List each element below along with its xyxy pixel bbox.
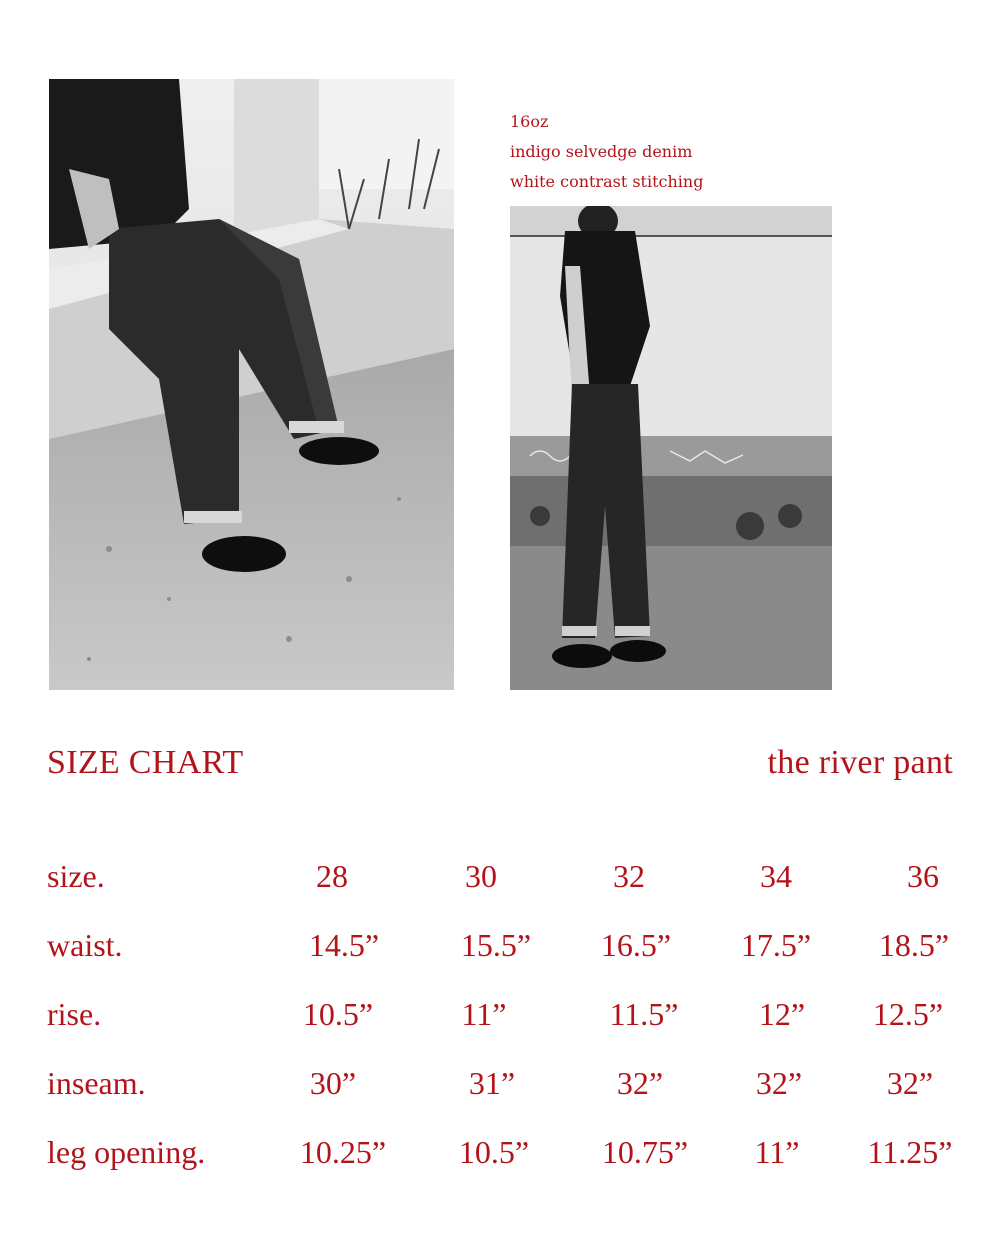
table-cell: 30” <box>309 1065 357 1101</box>
photo-standing-model-icon <box>510 206 832 690</box>
table-cell: 11.25” <box>867 1134 953 1170</box>
table-row <box>0 1065 1000 1109</box>
row-label: leg opening. <box>47 1134 206 1170</box>
table-cell: 11” <box>461 996 507 1032</box>
table-cell: 30 <box>465 858 497 894</box>
table-cell: 32” <box>616 1065 664 1101</box>
fabric-material: indigo selvedge denim <box>510 142 693 161</box>
table-cell: 10.5” <box>302 996 374 1032</box>
table-cell: 10.25” <box>299 1134 387 1170</box>
table-cell: 15.5” <box>460 927 532 963</box>
table-cell: 17.5” <box>740 927 812 963</box>
size-chart-heading: SIZE CHART <box>47 744 244 781</box>
table-cell: 12” <box>758 996 806 1032</box>
table-cell: 10.75” <box>601 1134 689 1170</box>
table-cell: 14.5” <box>308 927 380 963</box>
table-cell: 32” <box>755 1065 803 1101</box>
table-row <box>0 858 1000 902</box>
table-cell: 34 <box>760 858 792 894</box>
fabric-details <box>510 107 703 197</box>
table-row <box>0 927 1000 971</box>
product-name: the river pant <box>767 744 953 781</box>
table-cell: 18.5” <box>878 927 950 963</box>
table-cell: 12.5” <box>872 996 944 1032</box>
table-cell: 36 <box>907 858 939 894</box>
row-label: waist. <box>47 927 123 963</box>
table-cell: 10.5” <box>458 1134 530 1170</box>
fabric-weight: 16oz <box>510 112 549 131</box>
table-cell: 16.5” <box>600 927 672 963</box>
table-cell: 11.5” <box>609 996 679 1032</box>
row-label: size. <box>47 858 105 894</box>
table-cell: 32 <box>613 858 645 894</box>
table-cell: 28 <box>316 858 348 894</box>
table-cell: 11” <box>754 1134 800 1170</box>
row-label: rise. <box>47 996 102 1032</box>
table-row <box>0 996 1000 1040</box>
row-label: inseam. <box>47 1065 146 1101</box>
table-row <box>0 1134 1000 1178</box>
table-cell: 32” <box>886 1065 934 1101</box>
photo-seated-model-icon <box>49 79 454 690</box>
table-cell: 31” <box>468 1065 516 1101</box>
fabric-stitching: white contrast stitching <box>510 172 704 191</box>
